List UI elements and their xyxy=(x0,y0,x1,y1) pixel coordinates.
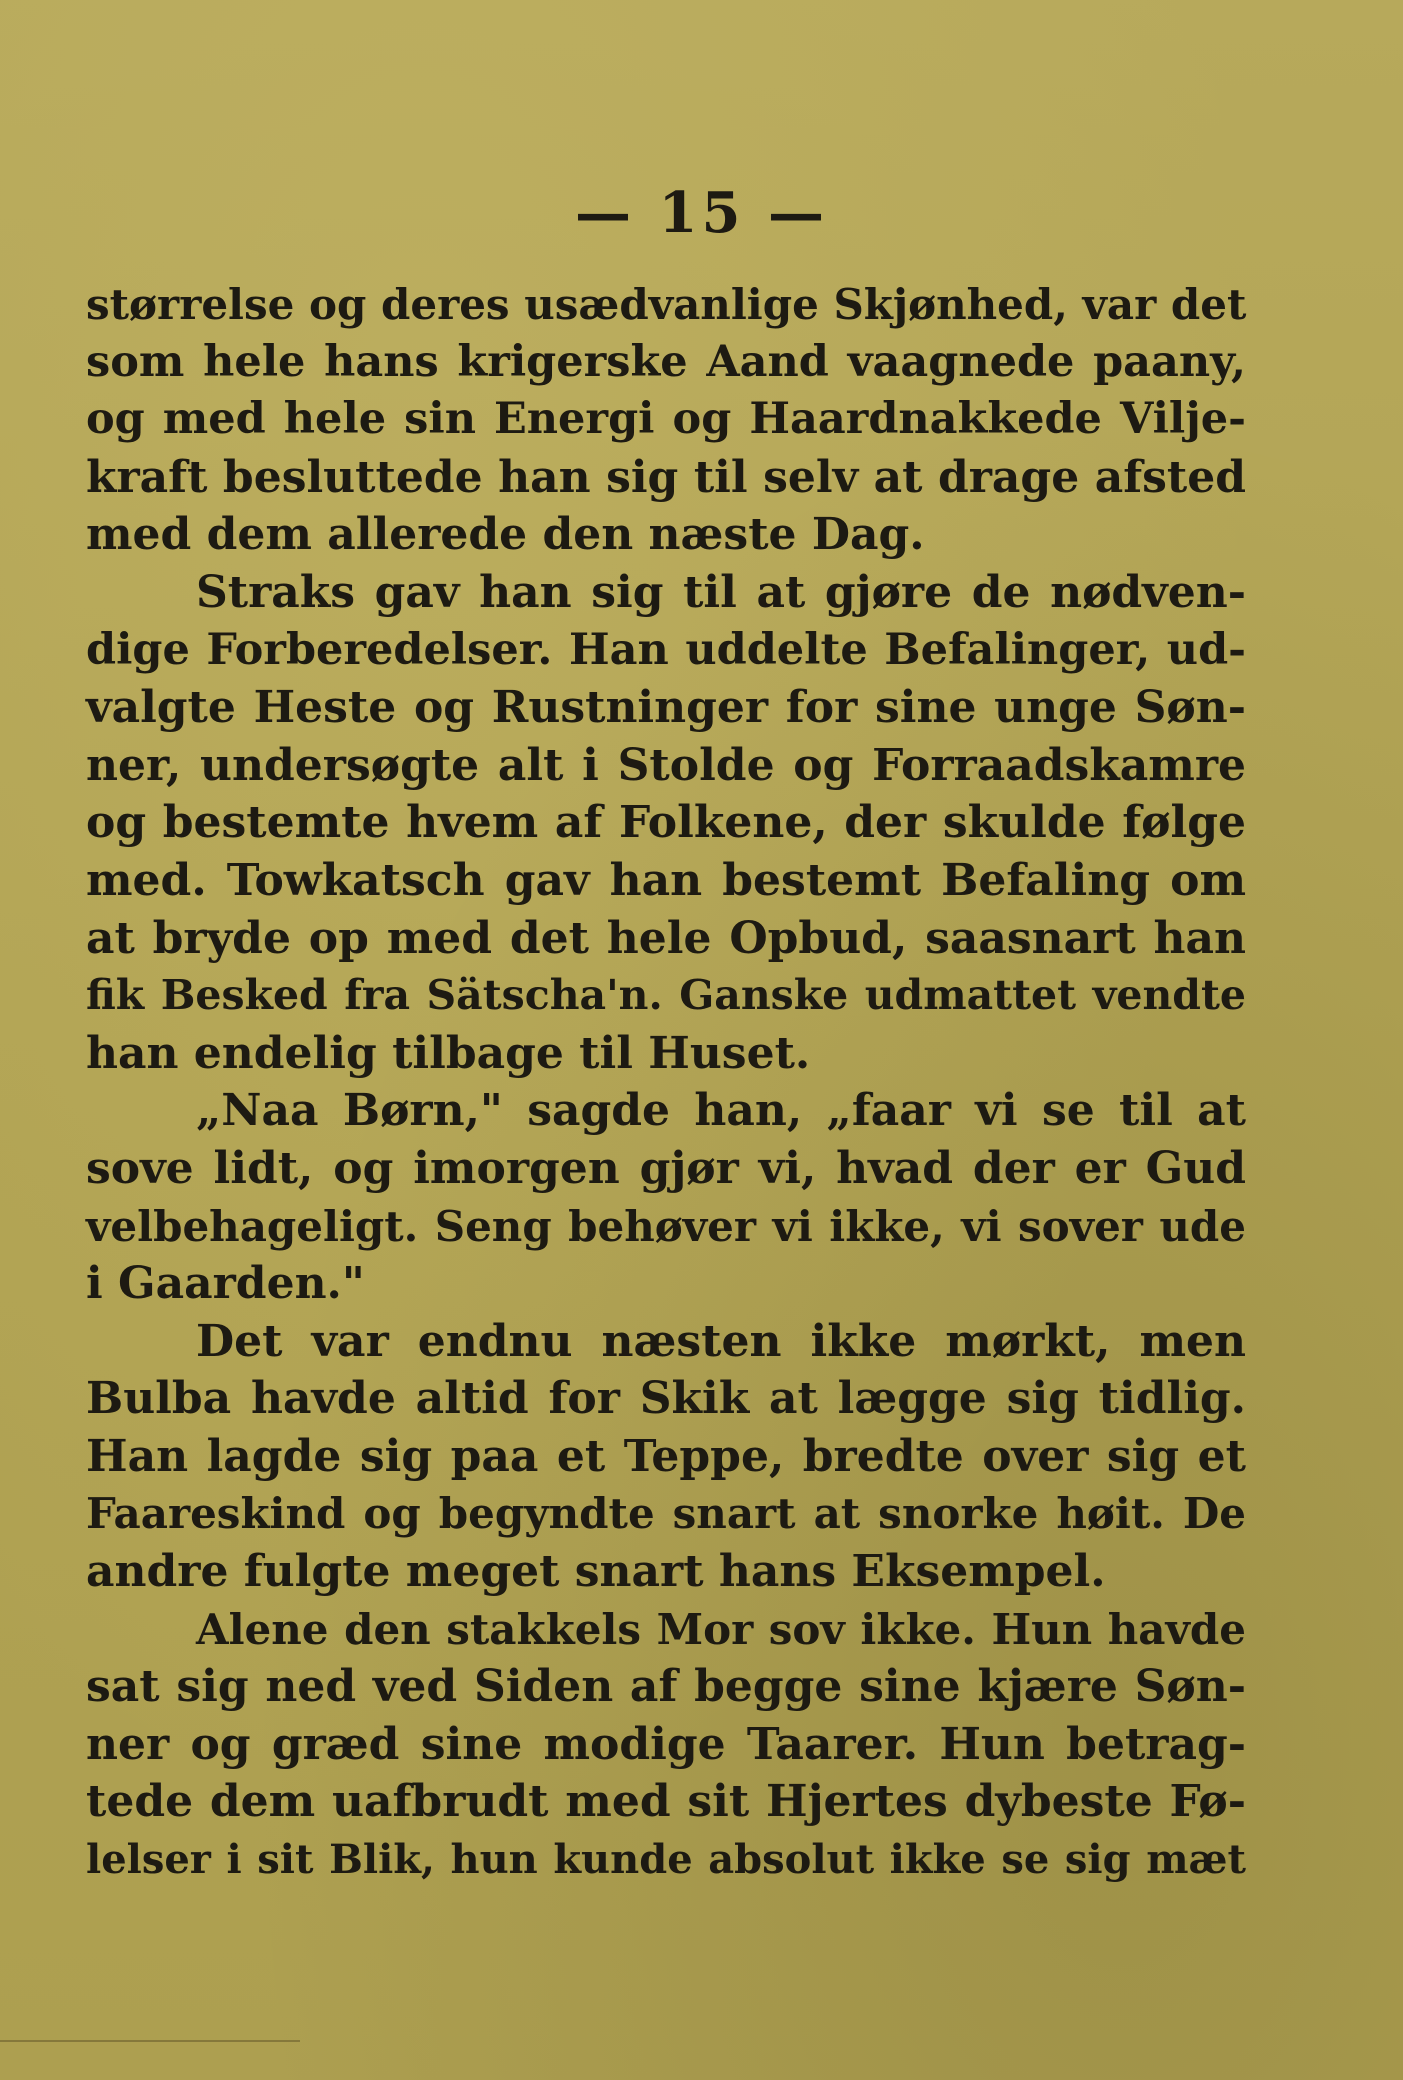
text-line: „Naa Børn," sagde han, „faar vi se til at xyxy=(196,1085,1246,1137)
text-line: og bestemte hvem af Folkene, der skulde følge xyxy=(86,797,1246,849)
text-line: fik Besked fra Sätscha'n. Ganske udmattet vendte xyxy=(86,971,1246,1020)
text-line: at bryde op med det hele Opbud, saasnart han xyxy=(86,912,1246,964)
page-edge-line xyxy=(0,2040,300,2042)
text-line: med dem allerede den næste Dag. xyxy=(86,509,925,561)
text-line: med. Towkatsch gav han bestemt Befaling om xyxy=(86,854,1246,906)
text-line: dige Forberedelser. Han uddelte Befalinger, ud- xyxy=(86,624,1246,675)
text-line: han endelig tilbage til Huset. xyxy=(86,1027,811,1079)
page-number: — 15 — xyxy=(575,180,828,246)
text-line: Bulba havde altid for Skik at lægge sig tidlig. xyxy=(86,1373,1246,1425)
text-line: størrelse og deres usædvanlige Skjønhed, var det xyxy=(86,280,1247,329)
text-line: Det var endnu næsten ikke mørkt, men xyxy=(196,1315,1246,1367)
text-line: og med hele sin Energi og Haardnakkede Vilje- xyxy=(86,394,1246,445)
text-line: Faareskind og begyndte snart at snorke høit. De xyxy=(86,1489,1246,1539)
text-line: Alene den stakkels Mor sov ikke. Hun havde xyxy=(196,1604,1246,1654)
text-line: lelser i sit Blik, hun kunde absolut ikke se sig mæt xyxy=(86,1836,1246,1884)
text-line: ner, undersøgte alt i Stolde og Forraadskamre xyxy=(86,739,1246,791)
text-line: velbehageligt. Seng behøver vi ikke, vi sover ude xyxy=(86,1201,1246,1251)
text-line: i Gaarden." xyxy=(86,1258,365,1310)
text-line: Straks gav han sig til at gjøre de nødven- xyxy=(196,566,1246,618)
text-line: ner og græd sine modige Taarer. Hun betrag- xyxy=(86,1718,1246,1770)
text-line: valgte Heste og Rustninger for sine unge Søn- xyxy=(86,682,1246,734)
text-line: andre fulgte meget snart hans Eksempel. xyxy=(86,1546,1106,1598)
text-line: sat sig ned ved Siden af begge sine kjære Søn- xyxy=(86,1661,1246,1713)
text-line: tede dem uafbrudt med sit Hjertes dybeste Fø- xyxy=(86,1776,1246,1828)
text-body xyxy=(86,276,1246,1889)
text-line: sove lidt, og imorgen gjør vi, hvad der er Gud xyxy=(86,1142,1246,1194)
text-line: som hele hans krigerske Aand vaagnede paany, xyxy=(86,336,1246,387)
text-line: kraft besluttede han sig til selv at drage afsted xyxy=(86,451,1246,503)
text-line: Han lagde sig paa et Teppe, bredte over sig et xyxy=(86,1430,1246,1482)
